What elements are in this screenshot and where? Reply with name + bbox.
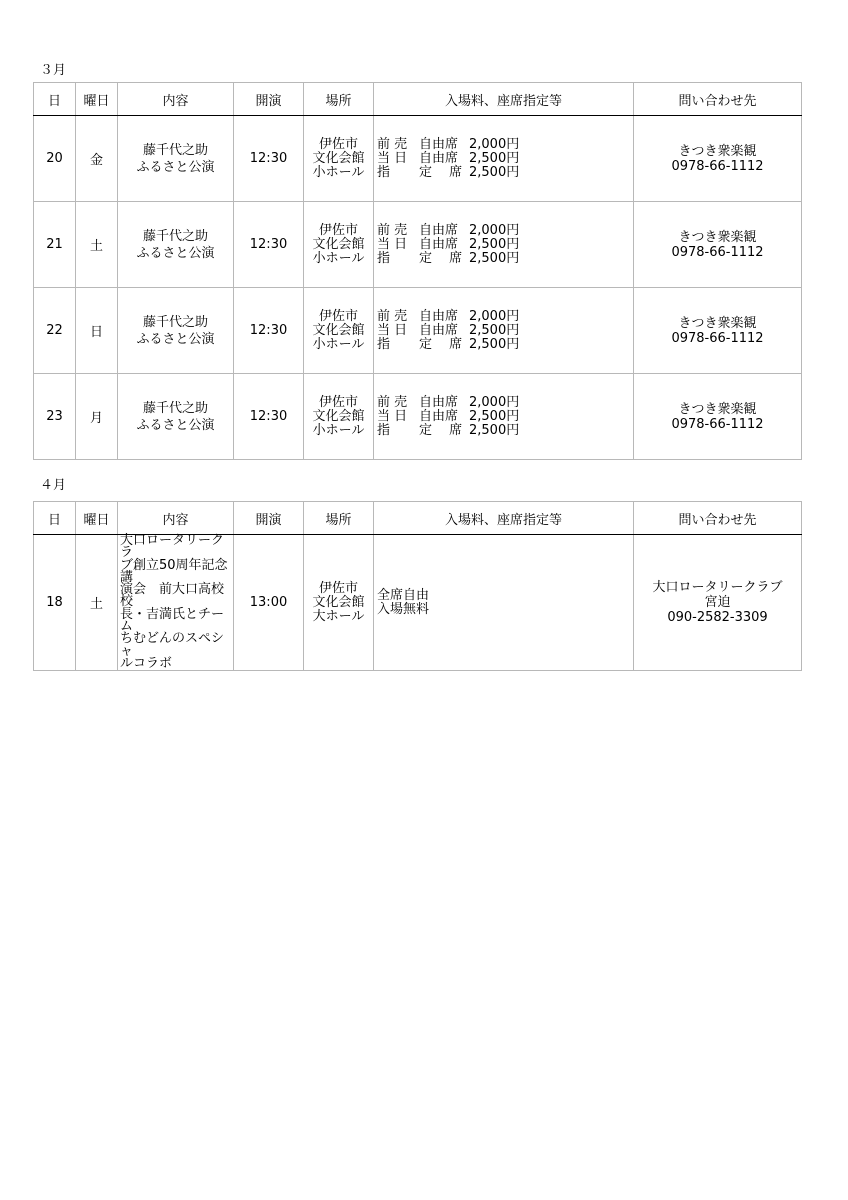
header-content: 内容 [118,502,234,535]
fee-seat: 自由席 [419,236,459,252]
header-fee: 入場料、座席指定等 [374,502,634,535]
contact-line: きつき衆楽観 [678,143,757,159]
cell-day: 18 [34,535,76,671]
cell-content [118,116,234,202]
fee-line [377,138,633,152]
content-line: ふるさと公演 [136,245,215,261]
contact-line: 090-2582-3309 [667,610,768,626]
fee-type: 前 売 [377,136,408,152]
fee-seat: 定 席 [419,250,463,266]
cell-start: 12:30 [234,374,304,460]
venue-line: 伊佐市 [318,136,358,152]
fee-price: 2,500円 [469,250,520,266]
cell-start: 13:00 [234,535,304,671]
cell-venue [304,116,374,202]
cell-content [118,288,234,374]
fee-type: 指 [377,164,391,180]
fee-price: 2,500円 [469,336,520,352]
venue-line: 伊佐市 [318,308,358,324]
venue-line: 文化会館 [312,408,365,424]
contact-line: 0978-66-1112 [671,416,764,432]
cell-day: 22 [34,288,76,374]
fee-seat: 自由席 [419,394,459,410]
fee-type: 指 [377,336,391,352]
fee-seat: 定 席 [419,336,463,352]
cell-fees [374,202,634,288]
cell-start: 12:30 [234,202,304,288]
venue-line: 小ホール [312,164,365,180]
month-label-march: ３月 [40,63,67,78]
fee-price: 2,000円 [469,136,520,152]
fee-seat: 自由席 [419,222,459,238]
month-label-april: ４月 [40,478,67,493]
table-row [34,116,802,202]
cell-venue [304,535,374,671]
fee-seat: 自由席 [419,136,459,152]
cell-contact [634,535,802,671]
header-start: 開演 [234,502,304,535]
venue-line: 小ホール [312,336,365,352]
fee-line: 入場無料 [377,601,430,617]
cell-day: 23 [34,374,76,460]
cell-day: 21 [34,202,76,288]
contact-line: きつき衆楽観 [678,401,757,417]
header-venue: 場所 [304,83,374,116]
fee-line [377,152,633,166]
fee-line [377,396,633,410]
fee-type: 当 日 [377,408,408,424]
content-line: ルコラボ [120,655,173,671]
cell-contact [634,116,802,202]
fee-line [377,224,633,238]
fee-type: 当 日 [377,322,408,338]
fee-line [377,310,633,324]
fee-price: 2,500円 [469,236,520,252]
fee-seat: 定 席 [419,422,463,438]
venue-line: 小ホール [312,422,365,438]
cell-fees [374,535,634,671]
contact-line: きつき衆楽観 [678,315,757,331]
cell-start: 12:30 [234,116,304,202]
content-line: ふるさと公演 [136,331,215,347]
content-line: ちむどんのスペシャ [120,631,225,659]
fee-type: 前 売 [377,394,408,410]
fee-price: 2,500円 [469,408,520,424]
cell-venue [304,202,374,288]
contact-line: 宮迫 [704,595,731,611]
venue-line: 大ホール [312,608,365,624]
fee-seat: 自由席 [419,150,459,166]
fee-price: 2,000円 [469,222,520,238]
content-line: 藤千代之助 [142,400,208,416]
content-line: 藤千代之助 [142,314,208,330]
fee-price: 2,000円 [469,394,520,410]
venue-line: 文化会館 [312,236,365,252]
fee-seat: 自由席 [419,322,459,338]
contact-line: きつき衆楽観 [678,229,757,245]
content-line: 長・吉満氏とチーム [120,606,225,635]
fee-line [377,410,633,424]
header-weekday: 曜日 [76,83,118,116]
header-contact: 問い合わせ先 [634,83,802,116]
content-line: 大口ロータリークラ [120,533,225,561]
cell-weekday: 土 [76,535,118,671]
fee-line [377,166,633,180]
fee-seat: 自由席 [419,308,459,324]
fee-price: 2,500円 [469,322,520,338]
fee-type: 当 日 [377,236,408,252]
table-row [34,202,802,288]
venue-line: 伊佐市 [318,580,358,596]
fee-seat: 定 席 [419,164,463,180]
header-venue: 場所 [304,502,374,535]
venue-line: 文化会館 [312,322,365,338]
fee-price: 2,500円 [469,164,520,180]
cell-content [118,202,234,288]
cell-contact [634,374,802,460]
header-start: 開演 [234,83,304,116]
header-weekday: 曜日 [76,502,118,535]
fee-price: 2,500円 [469,150,520,166]
cell-contact [634,288,802,374]
fee-price: 2,500円 [469,422,520,438]
cell-weekday: 日 [76,288,118,374]
content-line: ブ創立50周年記念講 [120,557,228,585]
fee-line [377,424,633,438]
fee-price: 2,000円 [469,308,520,324]
venue-line: 伊佐市 [318,222,358,238]
contact-line: 0978-66-1112 [671,244,764,260]
cell-fees [374,374,634,460]
march-schedule-table [33,82,802,460]
fee-line [377,338,633,352]
contact-line: 大口ロータリークラブ [652,580,783,596]
fee-type: 当 日 [377,150,408,166]
cell-weekday: 土 [76,202,118,288]
fee-type: 前 売 [377,308,408,324]
fee-seat: 自由席 [419,408,459,424]
venue-line: 文化会館 [312,150,365,166]
contact-line: 0978-66-1112 [671,158,764,174]
venue-line: 小ホール [312,250,365,266]
venue-line: 文化会館 [312,594,365,610]
table-row [34,535,802,671]
table-header-row [34,83,802,116]
content-line: ふるさと公演 [136,417,215,433]
cell-content [118,535,234,671]
fee-type: 前 売 [377,222,408,238]
content-line: ふるさと公演 [136,159,215,175]
cell-start: 12:30 [234,288,304,374]
cell-contact [634,202,802,288]
table-header-row [34,502,802,535]
cell-weekday: 月 [76,374,118,460]
table-row [34,374,802,460]
header-contact: 問い合わせ先 [634,502,802,535]
fee-line [377,238,633,252]
header-content: 内容 [118,83,234,116]
fee-type: 指 [377,422,391,438]
april-schedule-table [33,501,802,671]
header-day: 日 [34,502,76,535]
fee-line [377,324,633,338]
cell-fees [374,116,634,202]
cell-venue [304,374,374,460]
venue-line: 伊佐市 [318,394,358,410]
content-line: 藤千代之助 [142,142,208,158]
cell-content [118,374,234,460]
header-fee: 入場料、座席指定等 [374,83,634,116]
content-line: 演会 前大口高校校 [120,582,225,610]
cell-weekday: 金 [76,116,118,202]
cell-fees [374,288,634,374]
table-row [34,288,802,374]
header-day: 日 [34,83,76,116]
fee-type: 指 [377,250,391,266]
content-line: 藤千代之助 [142,228,208,244]
fee-line [377,252,633,266]
fee-line: 全席自由 [377,587,430,603]
cell-day: 20 [34,116,76,202]
cell-venue [304,288,374,374]
contact-line: 0978-66-1112 [671,330,764,346]
